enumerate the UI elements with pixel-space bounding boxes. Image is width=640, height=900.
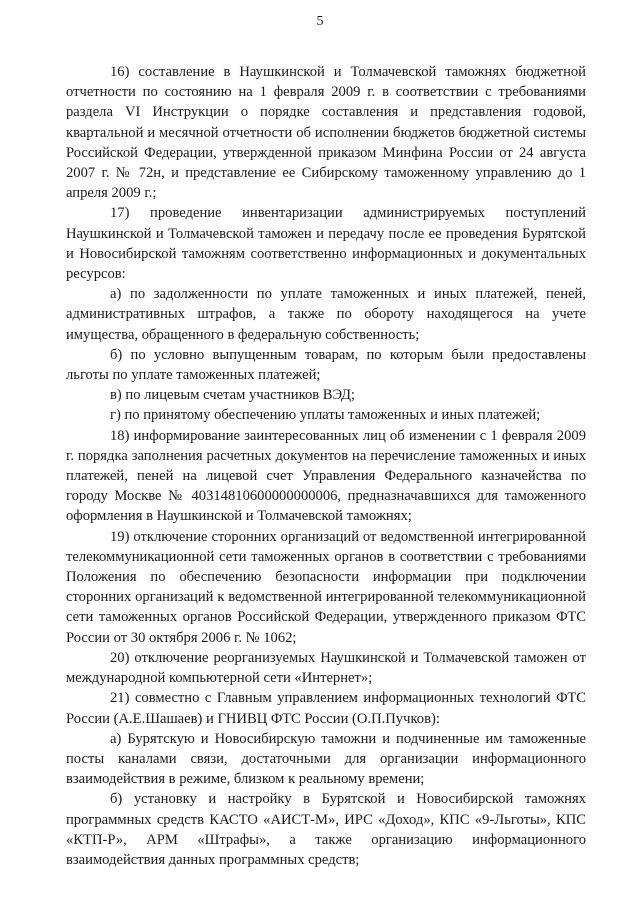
paragraph-item-16: 16) составление в Наушкинской и Толмачевской таможнях бюджетной отчетности по состоянию на 1 февраля 2009 г. в соответствии с требованиями раздела VI Инструкции о порядке составления и представления годовой, квартальной и месячной отчетности об исполнении бюджетов бюджетной системы Российской Федерации, утвержденной приказом Минфина России от 24 августа 2007 г. № 72н, и представление ее Сибирскому таможенному управлению до 1 апреля 2009 г.; (66, 64, 586, 202)
paragraph-item-17: 17) проведение инвентаризации администрируемых поступлений Наушкинской и Толмачевской таможен и передачу после ее проведения Бурятской и Новосибирской таможням соответственно информационных и документальных ресурсов: (66, 205, 586, 283)
paragraph-item-21: 21) совместно с Главным управлением информационных технологий ФТС России (А.Е.Шашаев) и ГНИВЦ ФТС России (О.П.Пучков): (66, 690, 586, 727)
document-body (66, 62, 586, 870)
page-number: 5 (316, 14, 324, 29)
paragraph-item-18: 18) информирование заинтересованных лиц об изменении с 1 февраля 2009 г. порядка заполнения расчетных документов на перечисление таможенных и иных платежей, пеней на лицевой счет Управления Федерального казначейства по городу Москве № 40314810600000000006, предназначавшихся для таможенного оформления в Наушкинской и Толмачевской таможнях; (66, 427, 586, 525)
paragraph-item-17v: в) по лицевым счетам участников ВЭД; (110, 387, 355, 404)
paragraph-item-17a: а) по задолженности по уплате таможенных и иных платежей, пеней, административных штрафов, а также по обороту находящегося на учете имущества, обращенного в федеральную собственность; (66, 286, 586, 343)
paragraph-item-17b: б) по условно выпущенным товарам, по которым были предоставлены льготы по уплате таможенных платежей; (66, 346, 586, 384)
paragraph-item-20: 20) отключение реорганизуемых Наушкинской и Толмачевской таможен от международной компьютерной сети «Интернет»; (66, 649, 586, 687)
paragraph-item-17g: г) по принятому обеспечению уплаты таможенных и иных платежей; (110, 407, 541, 424)
paragraph-item-21b: б) установку и настройку в Бурятской и Новосибирской таможнях программных средств КАСТО «АИСТ-М», ИРС «Доход», КПС «9-Льготы», КПС «КТП-Р», АРМ «Штрафы», а также организацию информационного взаимодействия данных программных средств; (66, 791, 586, 868)
paragraph-item-21a: а) Бурятскую и Новосибирскую таможни и подчиненные им таможенные посты каналами связи, достаточными для организации информационного взаимодействия в режиме, близком к реальному времени; (66, 730, 586, 788)
paragraph-item-19: 19) отключение сторонних организаций от ведомственной интегрированной телекоммуникационной сети таможенных органов в соответствии с требованиями Положения по обеспечению безопасности информации при подключении сторонних организаций к ведомственной интегрированной телекоммуникационной сети таможенных органов Российской Федерации, утвержденного приказом ФТС России от 30 октября 2006 г. № 1062; (66, 528, 586, 646)
